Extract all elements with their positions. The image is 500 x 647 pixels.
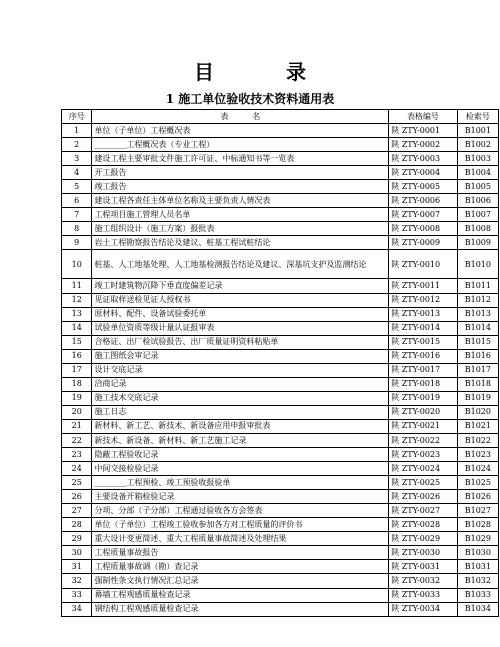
header-no: 序号 <box>62 110 92 124</box>
row-code: 陕 ZTY-0005 <box>389 180 457 194</box>
table-row <box>62 518 499 532</box>
row-code: 陕 ZTY-0018 <box>389 377 457 391</box>
table-row <box>62 335 499 349</box>
table-row <box>62 279 499 293</box>
row-code: 陕 ZTY-0015 <box>389 335 457 349</box>
row-search-id: B1012 <box>457 293 498 307</box>
row-search-id: B1007 <box>457 208 498 222</box>
row-code: 陕 ZTY-0009 <box>389 236 457 250</box>
row-search-id: B1029 <box>457 532 498 546</box>
row-code: 陕 ZTY-0011 <box>389 279 457 293</box>
row-number: 3 <box>62 152 92 166</box>
row-search-id: B1008 <box>457 222 498 236</box>
table-row <box>62 194 499 208</box>
row-number: 9 <box>62 236 92 250</box>
row-search-id: B1022 <box>457 433 498 447</box>
row-name: 强制性条文执行情况汇总记录 <box>92 574 389 588</box>
row-search-id: B1016 <box>457 349 498 363</box>
row-name: 施工技术交底记录 <box>92 391 389 405</box>
row-search-id: B1031 <box>457 560 498 574</box>
row-code: 陕 ZTY-0025 <box>389 476 457 490</box>
row-code: 陕 ZTY-0001 <box>389 124 457 138</box>
row-number: 14 <box>62 321 92 335</box>
row-search-id: B1004 <box>457 166 498 180</box>
table-row <box>62 391 499 405</box>
row-search-id: B1025 <box>457 476 498 490</box>
row-name: 见证取样送检见证人授权书 <box>92 293 389 307</box>
row-number: 28 <box>62 518 92 532</box>
row-name: 开工报告 <box>92 166 389 180</box>
row-search-id: B1014 <box>457 321 498 335</box>
row-name: 原材料、配件、设备试验委托单 <box>92 307 389 321</box>
row-code: 陕 ZTY-0026 <box>389 490 457 504</box>
row-search-id: B1021 <box>457 419 498 433</box>
row-search-id: B1011 <box>457 279 498 293</box>
row-search-id: B1034 <box>457 602 498 616</box>
row-name: 竣工时建筑物沉降下垂直度偏差记录 <box>92 279 389 293</box>
row-name: 新材料、新工艺、新技术、新设备应用申报审批表 <box>92 419 389 433</box>
row-number: 30 <box>62 546 92 560</box>
row-code: 陕 ZTY-0020 <box>389 405 457 419</box>
table-row <box>62 560 499 574</box>
table-row <box>62 138 499 152</box>
row-code: 陕 ZTY-0008 <box>389 222 457 236</box>
table-row <box>62 462 499 476</box>
row-search-id: B1015 <box>457 335 498 349</box>
row-number: 25 <box>62 476 92 490</box>
row-search-id: B1024 <box>457 462 498 476</box>
table-row <box>62 476 499 490</box>
row-search-id: B1032 <box>457 574 498 588</box>
row-name: 施工日志 <box>92 405 389 419</box>
table-row <box>62 124 499 138</box>
table-row <box>62 377 499 391</box>
table-row <box>62 321 499 335</box>
row-search-id: B1020 <box>457 405 498 419</box>
row-code: 陕 ZTY-0014 <box>389 321 457 335</box>
row-name: 工程质量事故调（勘）查记录 <box>92 560 389 574</box>
table-row <box>62 574 499 588</box>
row-number: 31 <box>62 560 92 574</box>
row-number: 23 <box>62 448 92 462</box>
row-code: 陕 ZTY-0023 <box>389 448 457 462</box>
table-row <box>62 250 499 279</box>
row-number: 34 <box>62 602 92 616</box>
table-row <box>62 307 499 321</box>
row-code: 陕 ZTY-0022 <box>389 433 457 447</box>
table-row <box>62 180 499 194</box>
table-row <box>62 448 499 462</box>
row-search-id: B1027 <box>457 504 498 518</box>
row-name: 洽商记录 <box>92 377 389 391</box>
row-code: 陕 ZTY-0019 <box>389 391 457 405</box>
table-row <box>62 363 499 377</box>
row-search-id: B1003 <box>457 152 498 166</box>
row-name: 隐蔽工程验收记录 <box>92 448 389 462</box>
row-number: 13 <box>62 307 92 321</box>
row-search-id: B1033 <box>457 588 498 602</box>
row-number: 27 <box>62 504 92 518</box>
row-search-id: B1001 <box>457 124 498 138</box>
row-search-id: B1026 <box>457 490 498 504</box>
row-code: 陕 ZTY-0016 <box>389 349 457 363</box>
row-name: 建设工程各责任主体单位名称及主要负责人情况表 <box>92 194 389 208</box>
row-search-id: B1010 <box>457 250 498 279</box>
row-number: 19 <box>62 391 92 405</box>
table-row <box>62 504 499 518</box>
row-number: 8 <box>62 222 92 236</box>
row-code: 陕 ZTY-0004 <box>389 166 457 180</box>
row-name: 单位（子单位）工程竣工验收参加各方对工程质量的评价书 <box>92 518 389 532</box>
table-row <box>62 405 499 419</box>
row-name: 工程质量事故报告 <box>92 546 389 560</box>
row-number: 10 <box>62 250 92 279</box>
row-code: 陕 ZTY-0003 <box>389 152 457 166</box>
index-table <box>61 109 499 617</box>
table-subtitle: 1 施工单位验收技术资料通用表 <box>165 92 335 106</box>
table-row <box>62 490 499 504</box>
row-number: 5 <box>62 180 92 194</box>
row-name: 钢结构工程观感质量检查记录 <box>92 602 389 616</box>
row-search-id: B1023 <box>457 448 498 462</box>
row-code: 陕 ZTY-0034 <box>389 602 457 616</box>
header-search: 检索号 <box>457 110 498 124</box>
row-name: 重大设计变更简述、重大工程质量事故简述及处理结果 <box>92 532 389 546</box>
row-name: 施工图纸会审记录 <box>92 349 389 363</box>
table-row <box>62 236 499 250</box>
table-row <box>62 166 499 180</box>
row-search-id: B1018 <box>457 377 498 391</box>
row-number: 21 <box>62 419 92 433</box>
row-number: 11 <box>62 279 92 293</box>
table-row <box>62 419 499 433</box>
header-code: 表格编号 <box>389 110 457 124</box>
row-number: 7 <box>62 208 92 222</box>
row-code: 陕 ZTY-0007 <box>389 208 457 222</box>
row-number: 15 <box>62 335 92 349</box>
row-name: 单位（子单位）工程概况表 <box>92 124 389 138</box>
row-number: 33 <box>62 588 92 602</box>
row-number: 32 <box>62 574 92 588</box>
table-row <box>62 349 499 363</box>
row-code: 陕 ZTY-0017 <box>389 363 457 377</box>
table-row <box>62 208 499 222</box>
row-number: 29 <box>62 532 92 546</box>
row-name: 分项、分部（子分部）工程通过验收各方会签表 <box>92 504 389 518</box>
table-row <box>62 152 499 166</box>
row-name: 工程项目施工管理人员名单 <box>92 208 389 222</box>
row-name: 主要设备开箱检验记录 <box>92 490 389 504</box>
row-name: 竣工报告 <box>92 180 389 194</box>
row-search-id: B1006 <box>457 194 498 208</box>
row-code: 陕 ZTY-0021 <box>389 419 457 433</box>
row-code: 陕 ZTY-0010 <box>389 250 457 279</box>
row-name: 建设工程主要审批文件施工许可证、中标通知书等一览表 <box>92 152 389 166</box>
table-row <box>62 532 499 546</box>
row-search-id: B1005 <box>457 180 498 194</box>
row-code: 陕 ZTY-0027 <box>389 504 457 518</box>
row-search-id: B1002 <box>457 138 498 152</box>
row-code: 陕 ZTY-0032 <box>389 574 457 588</box>
row-number: 26 <box>62 490 92 504</box>
row-search-id: B1019 <box>457 391 498 405</box>
row-code: 陕 ZTY-0030 <box>389 546 457 560</box>
table-row <box>62 433 499 447</box>
row-number: 17 <box>62 363 92 377</box>
row-name: ________工程预检、竣工预验收报验单 <box>92 476 389 490</box>
row-number: 1 <box>62 124 92 138</box>
row-search-id: B1030 <box>457 546 498 560</box>
table-row <box>62 293 499 307</box>
row-code: 陕 ZTY-0012 <box>389 293 457 307</box>
row-search-id: B1013 <box>457 307 498 321</box>
row-number: 16 <box>62 349 92 363</box>
row-name: 施工组织设计（施工方案）报批表 <box>92 222 389 236</box>
row-search-id: B1028 <box>457 518 498 532</box>
row-number: 4 <box>62 166 92 180</box>
table-row <box>62 546 499 560</box>
row-name: 新技术、新设备、新材料、新工艺施工记录 <box>92 433 389 447</box>
row-number: 24 <box>62 462 92 476</box>
table-row <box>62 602 499 616</box>
row-name: 试验单位资质等级计量认证报审表 <box>92 321 389 335</box>
header-row <box>62 110 499 124</box>
row-number: 18 <box>62 377 92 391</box>
row-name: 岩土工程勘察报告结论及建议、桩基工程试桩结论 <box>92 236 389 250</box>
row-number: 20 <box>62 405 92 419</box>
row-code: 陕 ZTY-0006 <box>389 194 457 208</box>
row-code: 陕 ZTY-0029 <box>389 532 457 546</box>
row-name: 幕墙工程观感质量检查记录 <box>92 588 389 602</box>
row-number: 6 <box>62 194 92 208</box>
row-code: 陕 ZTY-0002 <box>389 138 457 152</box>
row-number: 2 <box>62 138 92 152</box>
row-name: 桩基、人工地基处理、人工地基检测报告结论及建议、深基坑支护及监测结论 <box>92 250 389 279</box>
row-number: 22 <box>62 433 92 447</box>
row-search-id: B1017 <box>457 363 498 377</box>
header-name: 表 名 <box>92 110 389 124</box>
table-row <box>62 588 499 602</box>
row-name: 设计交底记录 <box>92 363 389 377</box>
row-search-id: B1009 <box>457 236 498 250</box>
row-code: 陕 ZTY-0013 <box>389 307 457 321</box>
row-code: 陕 ZTY-0031 <box>389 560 457 574</box>
row-name: 合格证、出厂检试验报告、出厂质量证明资料粘贴单 <box>92 335 389 349</box>
row-number: 12 <box>62 293 92 307</box>
row-code: 陕 ZTY-0028 <box>389 518 457 532</box>
row-name: ________工程概况表（专业工程） <box>92 138 389 152</box>
row-code: 陕 ZTY-0024 <box>389 462 457 476</box>
page-title: 目 录 <box>194 60 332 84</box>
table-row <box>62 222 499 236</box>
table-body <box>62 124 499 617</box>
row-name: 中间交接检验记录 <box>92 462 389 476</box>
row-code: 陕 ZTY-0033 <box>389 588 457 602</box>
